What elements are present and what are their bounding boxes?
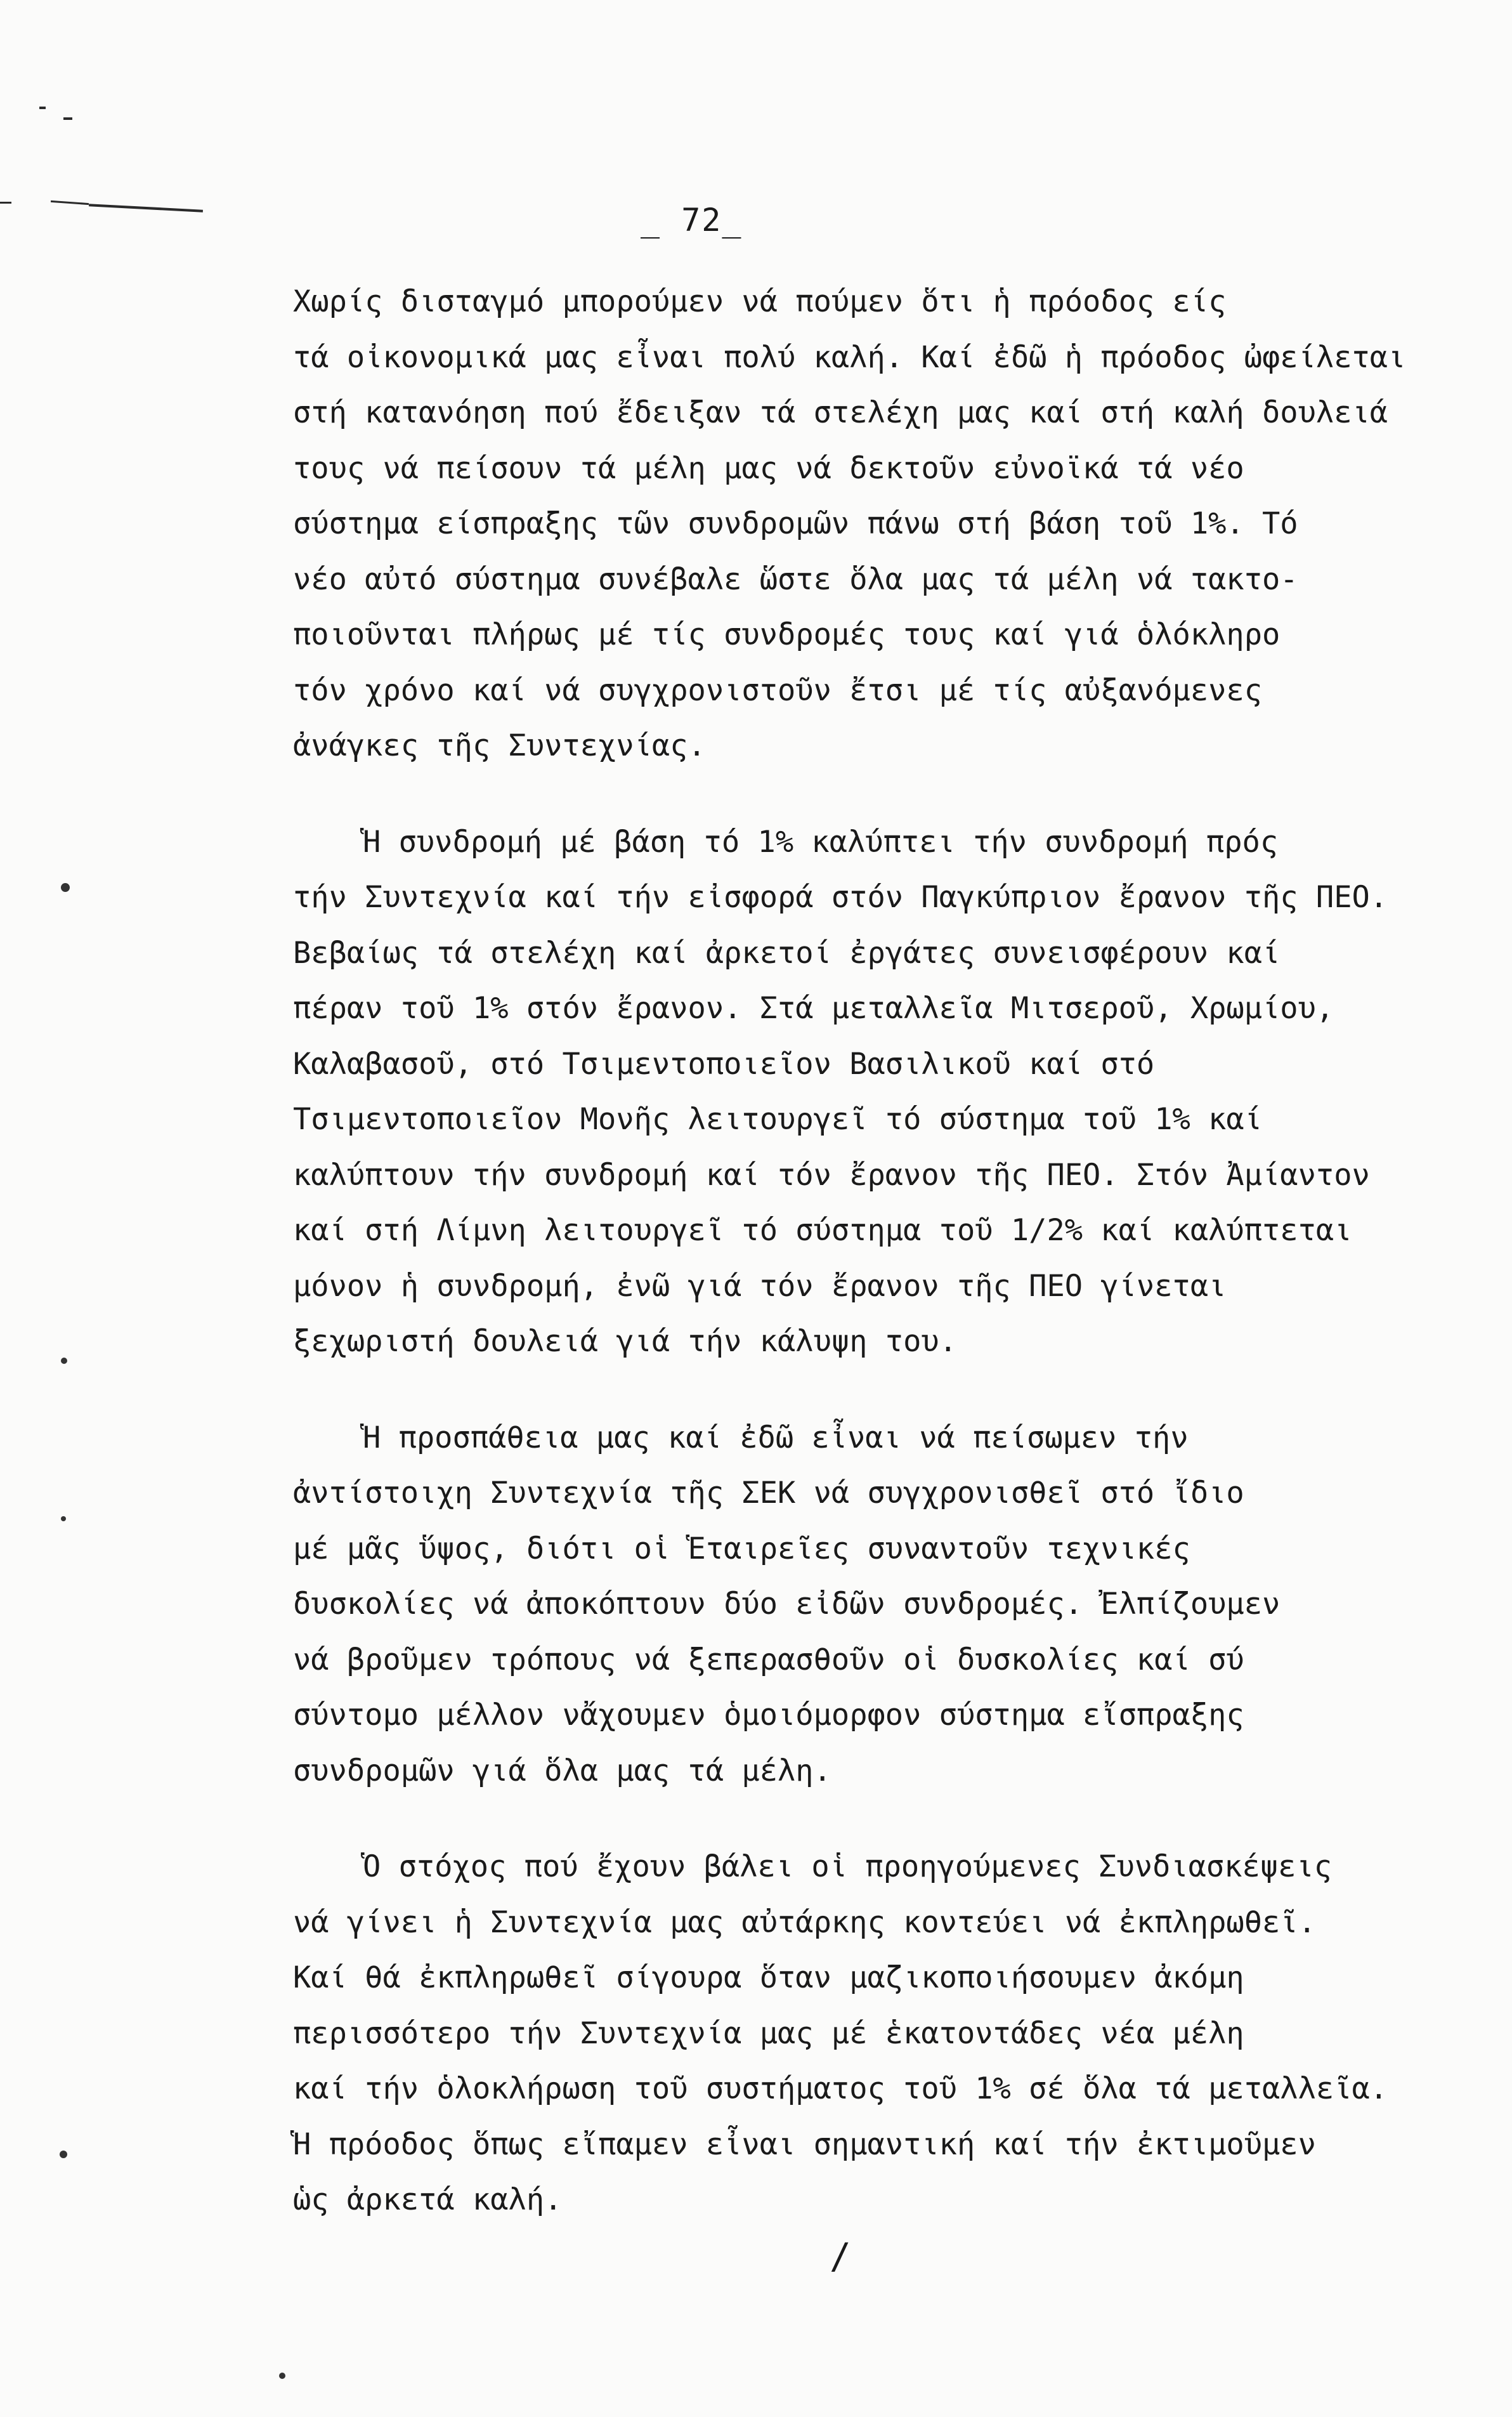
- text-line: Ὁ στόχος πού ἔχουν βάλει οἱ προηγούμενες Συνδιασκέψεις: [363, 1849, 1333, 1884]
- text-line: Καλαβασοῦ, στό Τσιμεντοποιεῖον Βασιλικοῦ καί στό: [293, 1046, 1155, 1082]
- text-line: καί τήν ὁλοκλήρωση τοῦ συστήματος τοῦ 1% σέ ὅλα τά μεταλλεῖα.: [293, 2071, 1388, 2106]
- text-line: ἀντίστοιχη Συντεχνία τῆς ΣΕΚ νά συγχρονισθεῖ στό ἴδιο: [293, 1476, 1244, 1510]
- scan-mark: [279, 2373, 285, 2379]
- text-line: Βεβαίως τά στελέχη καί ἀρκετοί ἐργάτες συνεισφέρουν καί: [293, 935, 1281, 971]
- text-line: τά οἰκονομικά μας εἶναι πολύ καλή. Καί ἐδῶ ἡ πρόοδος ὠφείλεται: [293, 339, 1406, 375]
- scan-mark: [61, 1358, 67, 1364]
- text-line: Ἡ πρόοδος ὅπως εἴπαμεν εἶναι σημαντική καί τήν ἐκτιμοῦμεν: [293, 2126, 1316, 2162]
- text-line: πέραν τοῦ 1% στόν ἔρανον. Στά μεταλλεῖα Μιτσεροῦ, Χρωμίου,: [293, 991, 1334, 1026]
- scan-mark: [61, 883, 70, 892]
- text-line: Ἡ προσπάθεια μας καί ἐδῶ εἶναι νά πείσωμεν τήν: [363, 1420, 1189, 1455]
- scan-mark: [39, 107, 46, 109]
- paragraph-2: [293, 815, 1454, 1370]
- paragraph-1: [293, 274, 1454, 774]
- scan-mark: [61, 1516, 66, 1521]
- text-line: μέ μᾶς ὕψος, διότι οἱ Ἑταιρεῖες συναντοῦν τεχνικές: [293, 1531, 1190, 1566]
- scan-mark: [51, 200, 89, 205]
- scan-mark: [0, 202, 11, 204]
- text-line: μόνον ἡ συνδρομή, ἐνῶ γιά τόν ἔρανον τῆς ΠΕΟ γίνεται: [293, 1268, 1227, 1304]
- page-number: _ 72_: [641, 202, 743, 239]
- text-line: στή κατανόηση πού ἔδειξαν τά στελέχη μας καί στή καλή δουλειά: [293, 395, 1388, 430]
- paragraph-4: [293, 1839, 1454, 2228]
- text-line: ποιοῦνται πλήρως μέ τίς συνδρομές τους καί γιά ὁλόκληρο: [293, 617, 1281, 652]
- text-line: Τσιμεντοποιεῖον Μονῆς λειτουργεῖ τό σύστημα τοῦ 1% καί: [293, 1102, 1263, 1137]
- text-line: νέο αὐτό σύστημα συνέβαλε ὥστε ὅλα μας τά μέλη νά τακτο-: [293, 561, 1298, 597]
- body-text: [293, 274, 1454, 2228]
- text-line: τόν χρόνο καί νά συγχρονιστοῦν ἔτσι μέ τίς αὐξανόμενες: [293, 672, 1263, 708]
- text-line: νά γίνει ἡ Συντεχνία μας αὐτάρκης κοντεύει νά ἐκπληρωθεῖ.: [293, 1904, 1316, 1940]
- text-line: Ἡ συνδρομή μέ βάση τό 1% καλύπτει τήν συνδρομή πρός: [363, 824, 1279, 860]
- text-line: συνδρομῶν γιά ὅλα μας τά μέλη.: [293, 1753, 831, 1788]
- text-line: δυσκολίες νά ἀποκόπτουν δύο εἰδῶν συνδρομές. Ἐλπίζουμεν: [293, 1587, 1281, 1621]
- text-line: καί στή Λίμνη λειτουργεῖ τό σύστημα τοῦ 1/2% καί καλύπτεται: [293, 1213, 1352, 1248]
- text-line: νά βροῦμεν τρόπους νά ξεπερασθοῦν οἱ δυσκολίες καί σύ: [293, 1642, 1244, 1677]
- text-line: ἀνάγκες τῆς Συντεχνίας.: [293, 728, 706, 763]
- text-line: τους νά πείσουν τά μέλη μας νά δεκτοῦν εὐνοϊκά τά νέο: [293, 450, 1244, 486]
- paragraph-3: [293, 1410, 1454, 1799]
- text-line: Καί θά ἐκπληρωθεῖ σίγουρα ὅταν μαζικοποιήσουμεν ἀκόμη: [293, 1960, 1244, 1995]
- text-line: Χωρίς δισταγμό μπορούμεν νά πούμεν ὅτι ἡ πρόοδος είς: [293, 284, 1227, 319]
- footer-mark: /: [830, 2236, 851, 2277]
- scan-mark: [63, 117, 72, 120]
- scan-mark: [89, 204, 203, 212]
- text-line: σύστημα είσπραξης τῶν συνδρομῶν πάνω στή βάση τοῦ 1%. Τό: [293, 506, 1298, 541]
- text-line: σύντομο μέλλον νἄχουμεν ὁμοιόμορφον σύστημα εἴσπραξης: [293, 1698, 1244, 1733]
- text-line: τήν Συντεχνία καί τήν εἰσφορά στόν Παγκύπριον ἔρανον τῆς ΠΕΟ.: [293, 880, 1388, 915]
- text-line: ξεχωριστή δουλειά γιά τήν κάλυψη του.: [293, 1324, 957, 1359]
- scan-mark: [60, 2151, 67, 2158]
- text-line: ὡς ἀρκετά καλή.: [293, 2182, 563, 2217]
- text-line: περισσότερο τήν Συντεχνία μας μέ ἑκατοντάδες νέα μέλη: [293, 2015, 1244, 2051]
- text-line: καλύπτουν τήν συνδρομή καί τόν ἔρανον τῆς ΠΕΟ. Στόν Ἀμίαντον: [293, 1157, 1370, 1193]
